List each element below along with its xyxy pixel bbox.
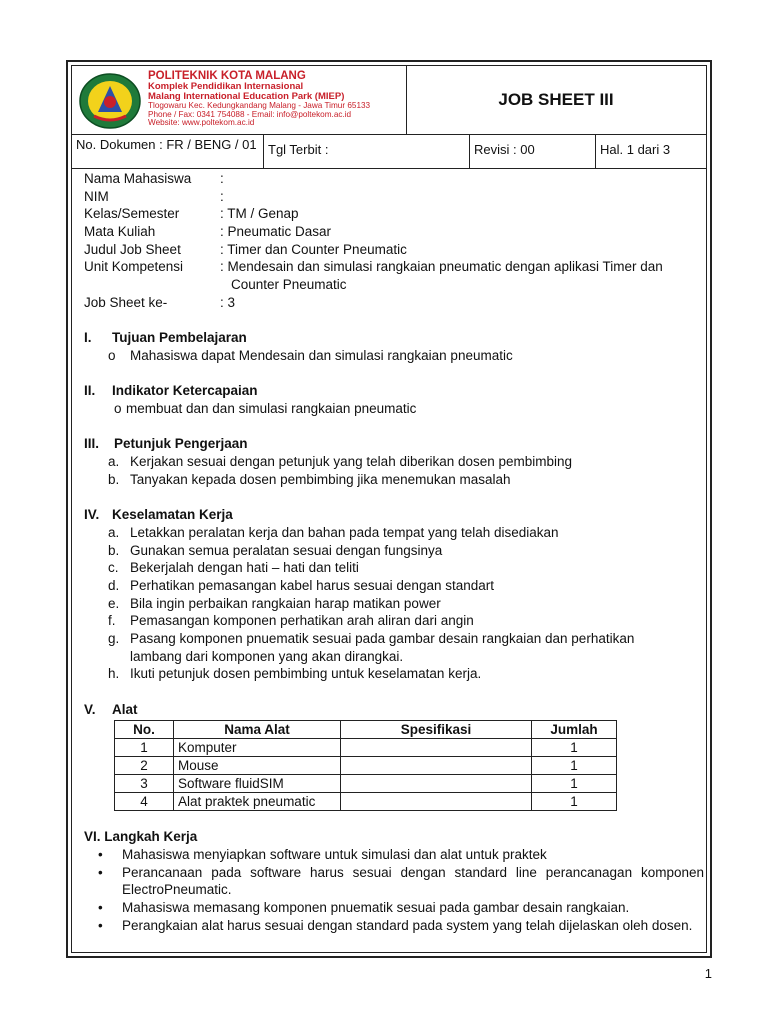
- item-text: Pasang komponen pnuematik sesuai pada gambar desain rangkaian dan perhatikan lambang dari komponen yang akan dirangkai.: [130, 631, 635, 664]
- section-heading-6: [84, 828, 704, 846]
- identity-label: Mata Kuliah: [84, 224, 156, 240]
- cell-spec: [341, 756, 532, 774]
- institution-cell: [72, 66, 407, 134]
- identity-value: : 3: [220, 294, 236, 310]
- item-marker: a.: [108, 524, 120, 540]
- bullet-icon: •: [98, 917, 103, 933]
- list-item: [84, 846, 704, 864]
- identity-label: Nama Mahasiswa: [84, 171, 192, 186]
- item-marker: f.: [108, 613, 116, 629]
- section-number: II.: [84, 383, 96, 399]
- item-marker: h.: [108, 666, 120, 682]
- section-number: I.: [84, 330, 92, 346]
- list-item: [84, 453, 704, 471]
- identity-label: Kelas/Semester: [84, 206, 180, 222]
- section-number: III.: [84, 436, 100, 452]
- item-marker: b.: [108, 542, 120, 558]
- institution-line2: Komplek Pendidikan Internasional: [148, 81, 304, 93]
- list-item: [84, 577, 704, 595]
- column-header: No.: [115, 720, 174, 738]
- cell-spec: [341, 792, 532, 810]
- identity-label: NIM: [84, 188, 109, 204]
- item-marker: a.: [108, 454, 120, 470]
- item-marker: b.: [108, 471, 120, 487]
- page-of: Hal. 1 dari 3: [600, 142, 671, 157]
- item-marker: o: [114, 400, 122, 416]
- bullet-icon: •: [98, 864, 103, 880]
- cell-spec: [341, 738, 532, 756]
- cell-qty: 1: [532, 756, 617, 774]
- list-item: [84, 542, 704, 560]
- cell-qty: 1: [532, 738, 617, 756]
- list-item: [84, 899, 704, 917]
- section-number: V.: [84, 701, 96, 717]
- table-row: [115, 756, 617, 774]
- page-number: 1: [704, 966, 712, 981]
- cell-no: 1: [115, 738, 174, 756]
- item-text: Pemasangan komponen perhatikan arah aliran dari angin: [130, 613, 474, 629]
- cell-name: Alat praktek pneumatic: [174, 792, 341, 810]
- institution-text: [148, 70, 370, 128]
- identity-value: Counter Pneumatic: [231, 277, 347, 293]
- institution-line3: Malang International Education Park (MIEP): [148, 91, 345, 103]
- section-heading-3: [84, 435, 704, 453]
- cell-no: 2: [115, 756, 174, 774]
- section-title: Indikator Ketercapaian: [112, 383, 258, 399]
- revision: Revisi : 00: [470, 134, 596, 168]
- student-identity: [84, 170, 704, 312]
- identity-label: Unit Kompetensi: [84, 259, 184, 275]
- table-row: [115, 738, 617, 756]
- item-text: Mahasiswa menyiapkan software untuk simulasi dan alat untuk praktek: [122, 846, 547, 862]
- item-marker: g.: [108, 631, 120, 647]
- list-item: [84, 559, 704, 577]
- page-title: JOB SHEET III: [498, 90, 614, 109]
- identity-value: :: [220, 188, 224, 204]
- item-text: Ikuti petunjuk dosen pembimbing untuk keselamatan kerja.: [130, 666, 482, 682]
- institution-phone: Phone / Fax: 0341 754088 - Email: info@poltekom.ac.id: [148, 109, 352, 119]
- cell-no: 3: [115, 774, 174, 792]
- document-frame: [66, 60, 712, 958]
- cell-no: 4: [115, 792, 174, 810]
- item-marker: d.: [108, 577, 120, 593]
- list-item: [84, 630, 660, 665]
- identity-value: :: [220, 171, 224, 186]
- list-item: [84, 612, 704, 630]
- section-heading-5: [84, 701, 704, 719]
- section-heading-4: [84, 506, 704, 524]
- item-text: Mahasiswa dapat Mendesain dan simulasi rangkaian pneumatic: [130, 347, 513, 363]
- item-text: membuat dan dan simulasi rangkaian pneumatic: [126, 400, 417, 416]
- doc-number: No. Dokumen : FR / BENG / 01: [72, 134, 264, 168]
- cell-spec: [341, 774, 532, 792]
- item-text: Letakkan peralatan kerja dan bahan pada tempat yang telah disediakan: [130, 524, 559, 540]
- item-text: Perhatikan pemasangan kabel harus sesuai dengan standart: [130, 577, 494, 593]
- column-header: Jumlah: [532, 720, 617, 738]
- list-item: [84, 864, 704, 899]
- list-item: [84, 665, 704, 683]
- item-text: Gunakan semua peralatan sesuai dengan fungsinya: [130, 542, 443, 558]
- steps-list: [84, 846, 704, 935]
- cell-name: Mouse: [174, 756, 341, 774]
- identity-label: Judul Job Sheet: [84, 241, 181, 257]
- institution-name: POLITEKNIK KOTA MALANG: [148, 70, 306, 82]
- tools-table: [114, 720, 617, 811]
- institution-website: Website: www.poltekom.ac.id: [148, 118, 255, 128]
- identity-value: : Pneumatic Dasar: [220, 224, 332, 240]
- identity-value: : TM / Genap: [220, 206, 299, 222]
- section-title: Alat: [112, 701, 138, 717]
- section-number: IV.: [84, 507, 100, 523]
- item-text: Perancanaan pada software harus sesuai dengan standard line perancanagan komponen ElectroPneumatic.: [122, 864, 704, 898]
- cell-name: Komputer: [174, 738, 341, 756]
- document-inner-border: [71, 65, 707, 953]
- item-text: Mahasiswa memasang komponen pnuematik sesuai pada gambar desain rangkaian.: [122, 900, 630, 915]
- identity-label: Job Sheet ke-: [84, 294, 168, 310]
- list-item: [84, 917, 704, 935]
- issue-date: Tgl Terbit :: [264, 134, 470, 168]
- item-text: Bila ingin perbaikan rangkaian harap matikan power: [130, 595, 441, 611]
- institution-logo-icon: [78, 72, 142, 130]
- bullet-icon: •: [98, 846, 103, 862]
- cell-name: Software fluidSIM: [174, 774, 341, 792]
- section-heading-2: [84, 382, 704, 400]
- item-marker: o: [108, 347, 116, 363]
- table-header-row: [115, 720, 617, 738]
- institution-address: Tlogowaru Kec. Kedungkandang Malang - Jawa Timur 65133: [148, 101, 371, 110]
- table-row: [115, 792, 617, 810]
- document-header: [72, 66, 706, 135]
- section-title: Petunjuk Pengerjaan: [114, 436, 248, 452]
- item-marker: e.: [108, 595, 120, 611]
- list-item: [84, 524, 704, 542]
- document-body: [84, 170, 704, 934]
- identity-value: : Timer dan Counter Pneumatic: [220, 241, 407, 257]
- identity-value: : Mendesain dan simulasi rangkaian pneumatic dengan aplikasi Timer dan: [220, 259, 663, 275]
- section-heading-1: [84, 329, 704, 347]
- item-text: Tanyakan kepada dosen pembimbing jika menemukan masalah: [130, 471, 511, 487]
- item-text: Bekerjalah dengan hati – hati dan teliti: [130, 560, 359, 576]
- list-item: [84, 347, 704, 365]
- list-item: [84, 595, 704, 613]
- item-marker: c.: [108, 560, 119, 576]
- column-header: Nama Alat: [174, 720, 341, 738]
- section-title: VI. Langkah Kerja: [84, 829, 198, 845]
- cell-qty: 1: [532, 792, 617, 810]
- section-title: Tujuan Pembelajaran: [112, 330, 247, 346]
- list-item: [84, 400, 704, 418]
- cell-qty: 1: [532, 774, 617, 792]
- column-header: Spesifikasi: [341, 720, 532, 738]
- item-text: Perangkaian alat harus sesuai dengan standard pada system yang telah dijelaskan oleh dosen.: [122, 917, 693, 933]
- bullet-icon: •: [98, 900, 103, 915]
- item-text: Kerjakan sesuai dengan petunjuk yang telah diberikan dosen pembimbing: [130, 454, 573, 470]
- section-title: Keselamatan Kerja: [112, 507, 233, 523]
- list-item: [84, 471, 704, 489]
- document-info-row: [72, 134, 706, 169]
- table-row: [115, 774, 617, 792]
